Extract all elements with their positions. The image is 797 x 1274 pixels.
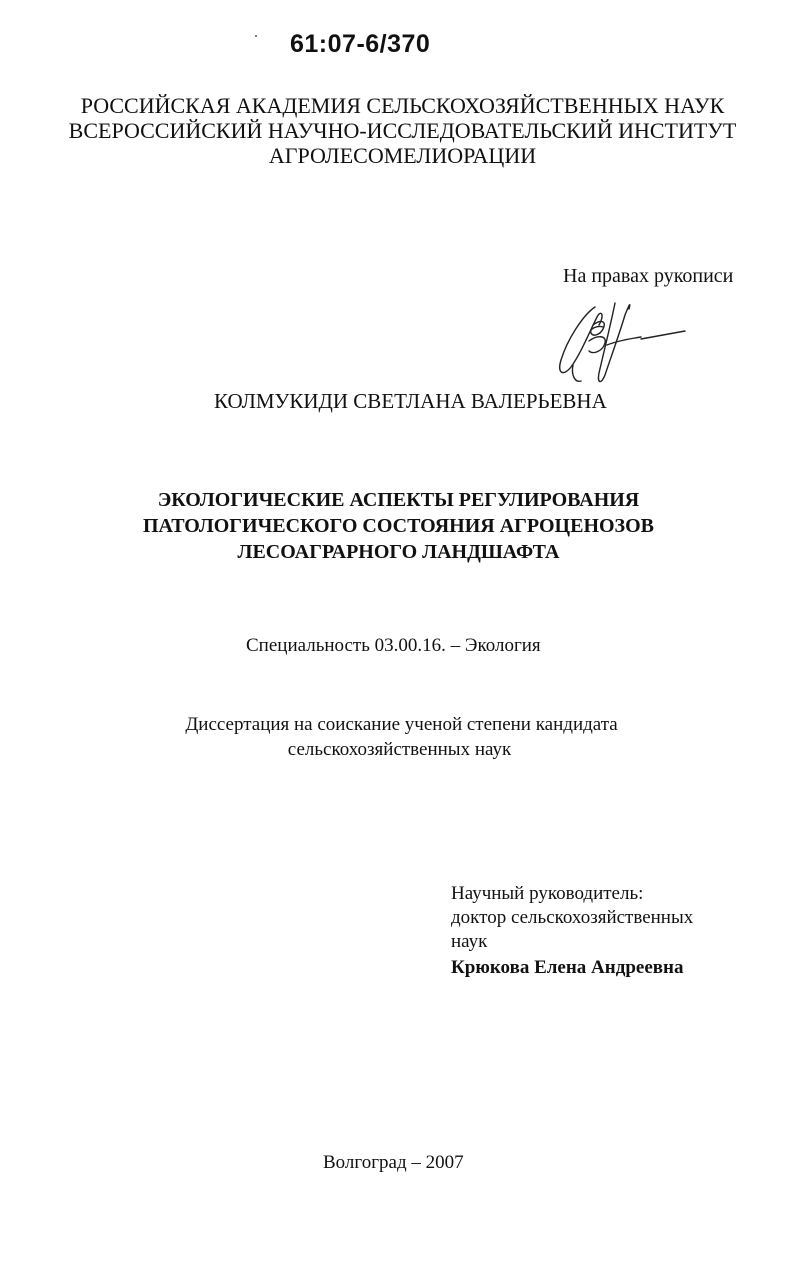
- title-line-3: ЛЕСОАГРАРНОГО ЛАНДШАФТА: [237, 541, 560, 563]
- institution-line-3: АГРОЛЕСОМЕЛИОРАЦИИ: [268, 143, 537, 168]
- scan-speck: [255, 35, 257, 37]
- title-line-1: ЭКОЛОГИЧЕСКИЕ АСПЕКТЫ РЕГУЛИРОВАНИЯ: [157, 489, 640, 511]
- catalog-number: 61:07-6/370: [290, 30, 431, 58]
- institution-line-1: РОССИЙСКАЯ АКАДЕМИЯ СЕЛЬСКОХОЗЯЙСТВЕННЫХ НАУК: [80, 93, 725, 118]
- manuscript-rights-note: На правах рукописи: [563, 265, 734, 287]
- supervisor-block: [451, 882, 693, 980]
- city-year: Волгоград – 2007: [323, 1152, 464, 1173]
- title-line-2: ПАТОЛОГИЧЕСКОГО СОСТОЯНИЯ АГРОЦЕНОЗОВ: [142, 515, 655, 537]
- supervisor-name: Крюкова Елена Андреевна: [451, 957, 684, 978]
- specialty: Специальность 03.00.16. – Экология: [246, 635, 541, 656]
- degree-line-1: Диссертация на соискание ученой степени кандидата: [185, 714, 618, 735]
- degree-statement: [0, 712, 797, 762]
- supervisor-rank-line-2: наук: [451, 931, 488, 952]
- author-name: КОЛМУКИДИ СВЕТЛАНА ВАЛЕРЬЕВНА: [214, 389, 607, 413]
- dissertation-title: [0, 487, 797, 565]
- degree-line-2: сельскохозяйственных наук: [287, 739, 512, 760]
- handwritten-signature: [545, 295, 695, 390]
- supervisor-rank-line-1: доктор сельскохозяйственных: [451, 907, 694, 928]
- institution-line-2: ВСЕРОССИЙСКИЙ НАУЧНО-ИССЛЕДОВАТЕЛЬСКИЙ ИНСТИТУТ: [68, 118, 737, 143]
- institution-header: [0, 93, 797, 168]
- supervisor-label: Научный руководитель:: [451, 883, 644, 904]
